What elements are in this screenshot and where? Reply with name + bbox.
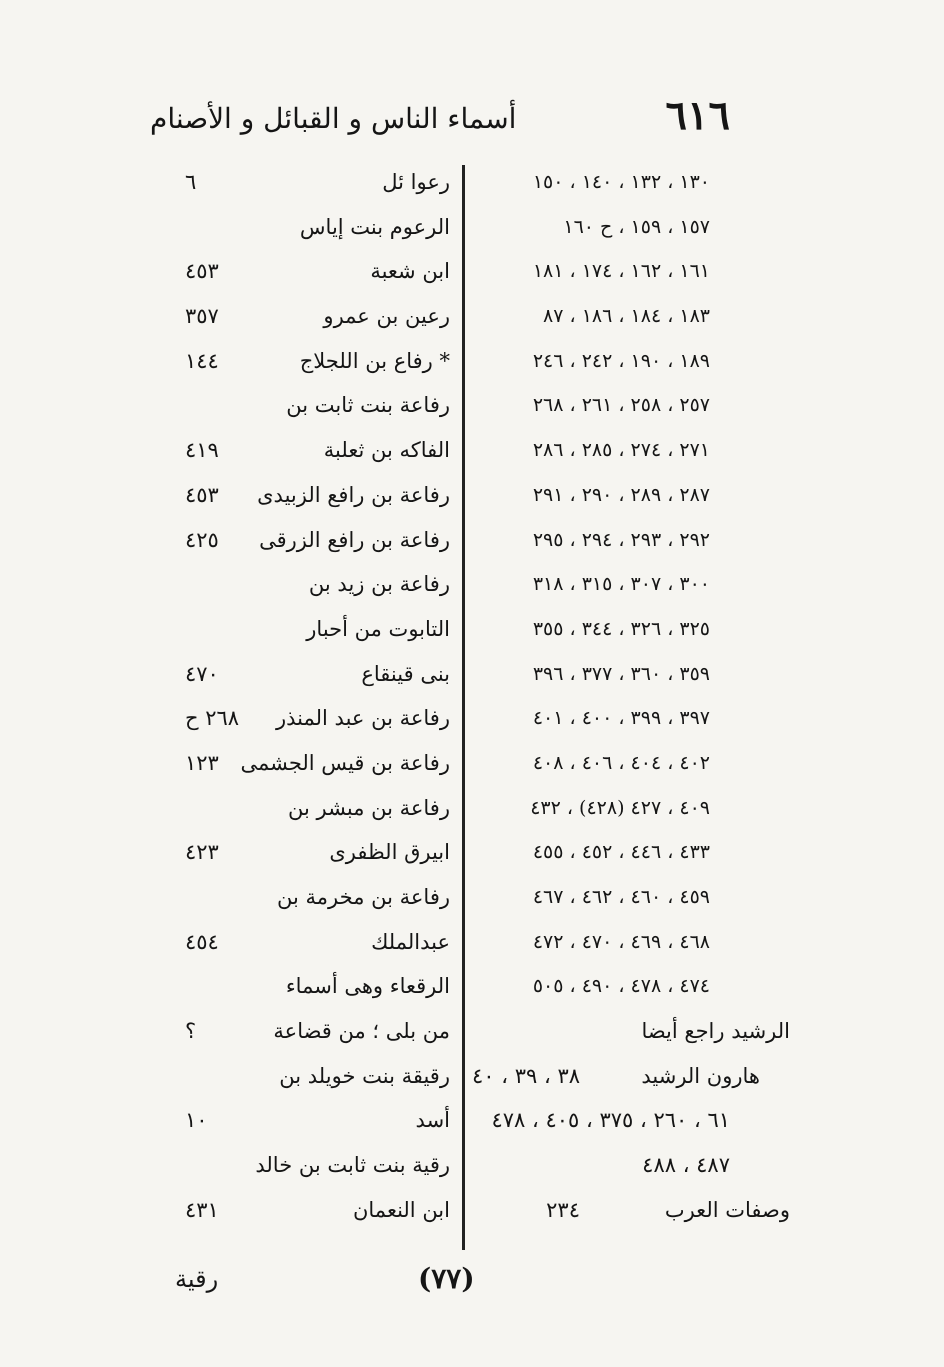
- entry-page: ٤٥٣: [185, 482, 219, 507]
- page-number: ٦١٦: [665, 92, 730, 139]
- index-entry: [470, 1054, 790, 1099]
- index-entry: [470, 1143, 790, 1188]
- entry-page: ٤١٩: [185, 438, 219, 463]
- page-reference-line: ٢٩٢ ، ٢٩٣ ، ٢٩٤ ، ٢٩٥: [532, 528, 710, 551]
- entry-name: التابوت من أحبار: [306, 616, 450, 641]
- index-entry: [165, 473, 450, 518]
- page-reference-line: ١٨٣ ، ١٨٤ ، ١٨٦ ، ٨٧: [543, 305, 710, 328]
- entry-name: رفاعة بن مخرمة بن: [277, 885, 450, 909]
- entry-page: ٢٦٨ ح: [185, 706, 240, 731]
- index-entry: [165, 160, 450, 205]
- entry-page: ٤٧٠: [185, 661, 219, 686]
- entry-page: ٣٥٧: [185, 304, 219, 329]
- index-entry: [165, 249, 450, 294]
- left-column: [165, 160, 450, 1233]
- entry-name: رفاعة بن رافع الزبيدى: [257, 482, 450, 507]
- entry-name: وصفات العرب: [664, 1197, 790, 1222]
- entry-name: رقية بنت ثابت بن خالد: [255, 1153, 450, 1178]
- index-entry: [165, 1054, 450, 1099]
- index-entry: [165, 1098, 450, 1143]
- page-reference-line: ٤٧٤ ، ٤٧٨ ، ٤٩٠ ، ٥٠٥: [532, 975, 710, 998]
- page-reference-line: ٤٠٢ ، ٤٠٤ ، ٤٠٦ ، ٤٠٨: [532, 751, 710, 774]
- entry-page: ٤٢٣: [185, 840, 219, 865]
- entry-name: أسد: [415, 1108, 450, 1133]
- index-entry: [470, 1009, 790, 1054]
- index-entry: [165, 875, 450, 920]
- signature-number: (٧٧): [418, 1262, 475, 1295]
- running-title: أسماء الناس و القبائل و الأصنام: [150, 102, 517, 135]
- page-reference-line: ٣٢٥ ، ٣٢٦ ، ٣٤٤ ، ٣٥٥: [532, 617, 710, 640]
- entry-name: الفاكه بن ثعلبة: [323, 438, 450, 463]
- entry-name: رفاعة بن رافع الزرقى: [259, 527, 450, 552]
- index-entry: [165, 607, 450, 652]
- page-reference-line: ٤٦٨ ، ٤٦٩ ، ٤٧٠ ، ٤٧٢: [532, 930, 710, 953]
- entry-page: ١٢٣: [185, 750, 219, 775]
- page-header: [150, 92, 730, 148]
- index-entry: [165, 696, 450, 741]
- index-entry: [470, 1098, 790, 1143]
- entry-name: رفاعة بن قيس الجشمى: [240, 750, 450, 775]
- page-reference-line: ١٥٧ ، ١٥٩ ، ح ١٦٠: [563, 215, 710, 238]
- page-reference-line: ٣٩٧ ، ٣٩٩ ، ٤٠٠ ، ٤٠١: [532, 707, 710, 730]
- entry-page: ٤٣١: [185, 1197, 219, 1222]
- right-column: [470, 160, 790, 1233]
- index-entry: [165, 205, 450, 250]
- page-reference-line: ٣٠٠ ، ٣٠٧ ، ٣١٥ ، ٣١٨: [532, 573, 710, 596]
- entry-page: ١٤٤: [185, 348, 219, 373]
- entry-name: بنى قينقاع: [361, 661, 450, 686]
- index-entry: [165, 920, 450, 965]
- entry-page: ١٠: [185, 1108, 208, 1133]
- index-entry: [165, 428, 450, 473]
- index-entry: [165, 786, 450, 831]
- entry-page: ؟: [185, 1019, 197, 1044]
- entry-page: ٣٨ ، ٣٩ ، ٤٠: [472, 1063, 580, 1088]
- entry-name: رعين بن عمرو: [323, 304, 450, 329]
- entry-name: رفاعة بنت ثابت بن: [286, 393, 450, 418]
- index-entry: [470, 1188, 790, 1233]
- entry-page: ٢٣٤: [546, 1197, 580, 1222]
- index-entry: [165, 562, 450, 607]
- entry-page: ٤٥٤: [185, 929, 219, 954]
- page-reference-line: ١٣٠ ، ١٣٢ ، ١٤٠ ، ١٥٠: [532, 171, 710, 193]
- entry-name: ابيرق الظفرى: [329, 840, 450, 865]
- index-entry: [165, 652, 450, 697]
- entry-name: رفاعة بن زيد بن: [308, 572, 450, 597]
- page-reference-line: ١٦١ ، ١٦٢ ، ١٧٤ ، ١٨١: [532, 260, 710, 283]
- page-reference-line: ٤٠٩ ، ٤٢٧ (٤٢٨) ، ٤٣٢: [530, 796, 710, 819]
- index-entry: [165, 1009, 450, 1054]
- entry-name: رقيقة بنت خويلد بن: [279, 1063, 450, 1088]
- page-reference-line: ٢٧١ ، ٢٧٤ ، ٢٨٥ ، ٢٨٦: [532, 439, 710, 462]
- entry-name: الرعوم بنت إياس: [299, 214, 450, 239]
- entry-name: ابن شعبة: [370, 259, 450, 284]
- entry-name: الرشيد راجع أيضا: [641, 1019, 790, 1044]
- entry-name: * رفاع بن اللجلاج: [299, 348, 450, 373]
- index-entry: [165, 1143, 450, 1188]
- entry-name: ابن النعمان: [352, 1197, 450, 1222]
- index-entry: [165, 741, 450, 786]
- index-entry: [165, 518, 450, 563]
- column-divider: [462, 165, 465, 1250]
- index-entry: [165, 964, 450, 1009]
- entry-page: ٤٥٣: [185, 259, 219, 284]
- entry-name: عبدالملك: [371, 929, 450, 954]
- page-reference-line: ٤٥٩ ، ٤٦٠ ، ٤٦٢ ، ٤٦٧: [532, 886, 710, 908]
- entry-page: ٦: [185, 170, 197, 194]
- entry-name: الرقعاء وهى أسماء: [285, 974, 450, 999]
- entry-name: من بلى ؛ من قضاعة: [273, 1019, 450, 1044]
- entry-name: هارون الرشيد: [641, 1063, 760, 1088]
- page-reference-line: ٢٥٧ ، ٢٥٨ ، ٢٦١ ، ٢٦٨: [532, 394, 710, 417]
- entry-name: ٤٨٧ ، ٤٨٨: [642, 1153, 730, 1178]
- page-reference-line: ٤٣٣ ، ٤٤٦ ، ٤٥٢ ، ٤٥٥: [532, 841, 710, 864]
- page-reference-line: ٢٨٧ ، ٢٨٩ ، ٢٩٠ ، ٢٩١: [532, 483, 710, 506]
- index-entry: [165, 294, 450, 339]
- entry-page: ٤٢٥: [185, 527, 219, 552]
- catchword: رقية: [175, 1265, 219, 1293]
- page-reference-line: ١٨٩ ، ١٩٠ ، ٢٤٢ ، ٢٤٦: [532, 349, 710, 372]
- entry-name: رعوا ئل: [382, 170, 450, 194]
- index-entry: [165, 339, 450, 384]
- entry-name: ٦١ ، ٢٦٠ ، ٣٧٥ ، ٤٠٥ ، ٤٧٨: [491, 1108, 730, 1133]
- index-entry: [165, 830, 450, 875]
- page-reference-line: ٣٥٩ ، ٣٦٠ ، ٣٧٧ ، ٣٩٦: [532, 662, 710, 685]
- entry-name: رفاعة بن عبد المنذر: [276, 706, 450, 731]
- index-entry: [165, 1188, 450, 1233]
- entry-name: رفاعة بن مبشر بن: [288, 795, 450, 820]
- index-entry: [165, 383, 450, 428]
